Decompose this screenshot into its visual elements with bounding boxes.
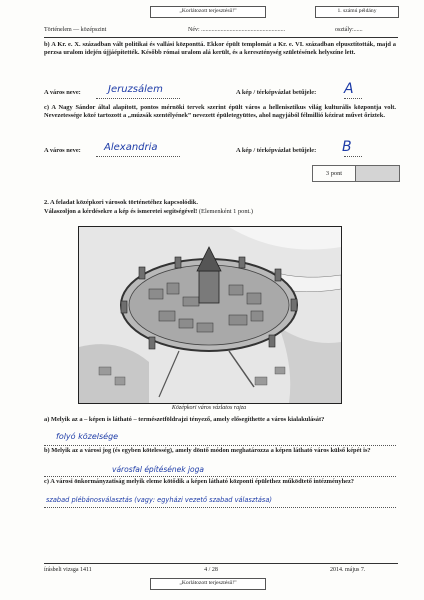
- task-2-title: 2. A feladat középkori városok történetéhez kapcsolódik.: [44, 199, 198, 206]
- section-c-map-line: [344, 156, 362, 157]
- score-box: [312, 165, 400, 182]
- question-c-text: c) A városi önkormányzatiság melyik eleme kötődik a képen látható központi épülethez működtető intézményhez?: [44, 478, 354, 485]
- section-b-city-label: A város neve:: [44, 89, 81, 96]
- score-entry-cell: [356, 166, 399, 181]
- student-name-field: [188, 26, 285, 34]
- question-a-answer-line: [44, 445, 396, 446]
- section-b-map-answer: A: [344, 81, 354, 97]
- drawing-caption: Középkori város vázlatos rajza: [171, 405, 247, 411]
- task-2-instruction-text: Válaszoljon a kérdésekre a kép és ismeretei segítségével!: [44, 208, 198, 215]
- medieval-town-drawing: [78, 226, 342, 404]
- question-b-answer-line: [44, 476, 396, 477]
- section-b-city-answer: Jeruzsálem: [108, 84, 163, 95]
- class-field: osztály:......: [335, 27, 363, 33]
- footer-page-number: 4 / 28: [204, 567, 218, 573]
- town-sketch-svg: [79, 227, 341, 403]
- footer-rule: [44, 563, 398, 564]
- name-label: Név:: [188, 27, 200, 33]
- section-b-city-line: [96, 98, 180, 99]
- question-c-answer: szabad plébánosválasztás (vagy: egyházi vezető szabad választása): [46, 496, 272, 504]
- section-c-city-label: A város neve:: [44, 147, 81, 154]
- task-2-points-note: (Elemenként 1 pont.): [198, 208, 254, 215]
- question-a-text: a) Melyik az a – képen is látható – természetföldrajzi tényező, amely elősegíthette a város kialakulását?: [44, 416, 325, 423]
- section-b-map-line: [344, 98, 362, 99]
- subject-label: Történelem — középszint: [44, 27, 107, 33]
- question-a-answer: folyó közelsége: [56, 432, 119, 441]
- section-c-map-answer: B: [342, 139, 352, 155]
- question-b-text: b) Melyik az a városi jog (és egyben kötelesség), amely döntő módon meghatározza a képen látható város külső képét is?: [44, 447, 371, 454]
- copy-number-box: 1. számú példány: [315, 6, 399, 18]
- name-dots: ........................................................: [201, 27, 286, 33]
- score-label: 3 pont: [313, 166, 356, 181]
- header-rule: [44, 37, 398, 38]
- section-c-city-line: [96, 156, 180, 157]
- question-c-answer-line: [44, 507, 396, 508]
- question-b-answer: városfal építésének joga: [112, 465, 204, 474]
- restricted-stamp-bottom: „Korlátozott terjesztésű!”: [150, 578, 266, 590]
- section-c-map-label: A kép / térképvázlat betűjele:: [236, 147, 317, 154]
- section-c-text: c) A Nagy Sándor által alapított, pontos mérnöki tervek szerint épült város a hellenisztikus világ kulturális központja volt. Nevezetessége közé tartozott a „múzsák szentélyének” nevezett épületegyüttes, ahol nagyjából félmillió kézirat művet őriztek.: [44, 104, 396, 119]
- section-c-city-answer: Alexandria: [104, 142, 158, 153]
- section-b-map-label: A kép / térképvázlat betűjele:: [236, 89, 317, 96]
- restricted-stamp-top: „Korlátozott terjesztésű!”: [150, 6, 266, 18]
- footer-date: 2014. május 7.: [330, 567, 366, 573]
- footer-exam-code: írásbeli vizsga 1411: [44, 567, 92, 573]
- section-b-text: b) A Kr. e. X. században vált politikai és vallási központtá. Ekkor épült templomát a Kr. e. VI. században elpusztították, majd a perzsa uralom idején újjáépítették. Később római uralom alá került, és a kereszténység születésének helyszíne lett.: [44, 41, 396, 56]
- task-2-instruction: [44, 208, 253, 216]
